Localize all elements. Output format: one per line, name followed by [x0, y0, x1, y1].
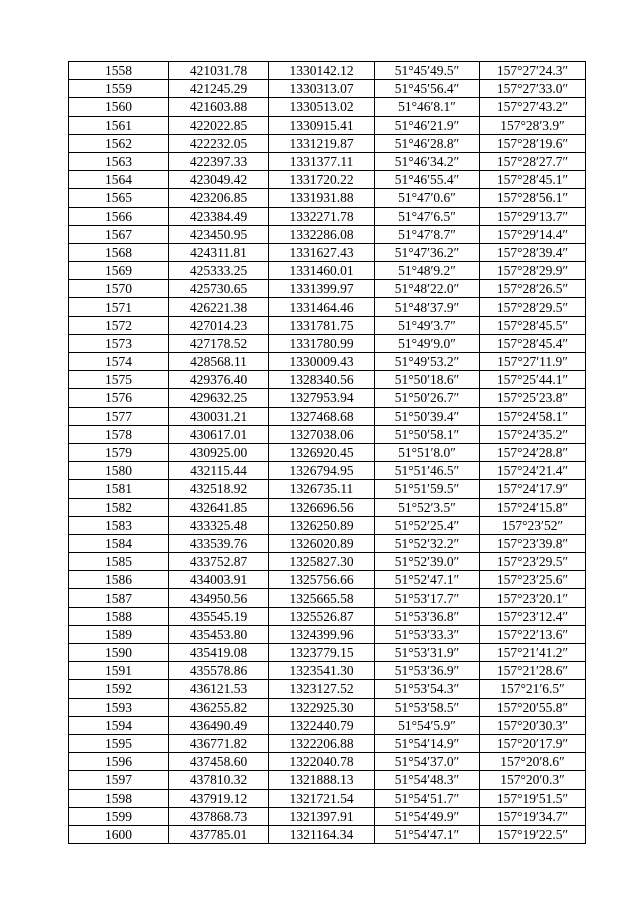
- y-coordinate-cell: 1326794.95: [269, 462, 375, 480]
- longitude-cell: 157°28′45.5″: [480, 316, 586, 334]
- table-row: [69, 152, 586, 170]
- table-row: [69, 825, 586, 843]
- point-number-cell: 1563: [69, 152, 169, 170]
- y-coordinate-cell: 1331780.99: [269, 334, 375, 352]
- longitude-cell: 157°28′39.4″: [480, 243, 586, 261]
- x-coordinate-cell: 427014.23: [169, 316, 269, 334]
- y-coordinate-cell: 1322440.79: [269, 716, 375, 734]
- table-row: [69, 607, 586, 625]
- latitude-cell: 51°54′51.7″: [375, 789, 480, 807]
- x-coordinate-cell: 437810.32: [169, 771, 269, 789]
- point-number-cell: 1592: [69, 680, 169, 698]
- point-number-cell: 1564: [69, 171, 169, 189]
- x-coordinate-cell: 430031.21: [169, 407, 269, 425]
- latitude-cell: 51°49′3.7″: [375, 316, 480, 334]
- y-coordinate-cell: 1332271.78: [269, 207, 375, 225]
- longitude-cell: 157°28′45.4″: [480, 334, 586, 352]
- longitude-cell: 157°25′44.1″: [480, 371, 586, 389]
- point-number-cell: 1577: [69, 407, 169, 425]
- table-row: [69, 134, 586, 152]
- table-row: [69, 625, 586, 643]
- point-number-cell: 1572: [69, 316, 169, 334]
- y-coordinate-cell: 1326735.11: [269, 480, 375, 498]
- latitude-cell: 51°48′9.2″: [375, 262, 480, 280]
- latitude-cell: 51°45′56.4″: [375, 80, 480, 98]
- x-coordinate-cell: 432641.85: [169, 498, 269, 516]
- table-row: [69, 262, 586, 280]
- table-row: [69, 498, 586, 516]
- longitude-cell: 157°20′55.8″: [480, 698, 586, 716]
- y-coordinate-cell: 1327038.06: [269, 425, 375, 443]
- latitude-cell: 51°54′5.9″: [375, 716, 480, 734]
- latitude-cell: 51°53′36.8″: [375, 607, 480, 625]
- longitude-cell: 157°19′34.7″: [480, 807, 586, 825]
- longitude-cell: 157°23′12.4″: [480, 607, 586, 625]
- longitude-cell: 157°23′20.1″: [480, 589, 586, 607]
- latitude-cell: 51°52′47.1″: [375, 571, 480, 589]
- x-coordinate-cell: 430925.00: [169, 443, 269, 461]
- latitude-cell: 51°47′6.5″: [375, 207, 480, 225]
- y-coordinate-cell: 1331399.97: [269, 280, 375, 298]
- x-coordinate-cell: 422397.33: [169, 152, 269, 170]
- point-number-cell: 1597: [69, 771, 169, 789]
- point-number-cell: 1570: [69, 280, 169, 298]
- table-row: [69, 807, 586, 825]
- point-number-cell: 1574: [69, 353, 169, 371]
- x-coordinate-cell: 425333.25: [169, 262, 269, 280]
- y-coordinate-cell: 1330142.12: [269, 62, 375, 80]
- x-coordinate-cell: 423049.42: [169, 171, 269, 189]
- longitude-cell: 157°28′29.5″: [480, 298, 586, 316]
- x-coordinate-cell: 432115.44: [169, 462, 269, 480]
- longitude-cell: 157°23′25.6″: [480, 571, 586, 589]
- x-coordinate-cell: 424311.81: [169, 243, 269, 261]
- y-coordinate-cell: 1330915.41: [269, 116, 375, 134]
- table-row: [69, 789, 586, 807]
- longitude-cell: 157°24′35.2″: [480, 425, 586, 443]
- longitude-cell: 157°24′28.8″: [480, 443, 586, 461]
- y-coordinate-cell: 1330313.07: [269, 80, 375, 98]
- longitude-cell: 157°24′17.9″: [480, 480, 586, 498]
- y-coordinate-cell: 1331460.01: [269, 262, 375, 280]
- longitude-cell: 157°19′22.5″: [480, 825, 586, 843]
- longitude-cell: 157°29′14.4″: [480, 225, 586, 243]
- longitude-cell: 157°20′8.6″: [480, 753, 586, 771]
- x-coordinate-cell: 421603.88: [169, 98, 269, 116]
- table-row: [69, 280, 586, 298]
- point-number-cell: 1569: [69, 262, 169, 280]
- longitude-cell: 157°23′29.5″: [480, 553, 586, 571]
- table-row: [69, 334, 586, 352]
- y-coordinate-cell: 1331931.88: [269, 189, 375, 207]
- y-coordinate-cell: 1327468.68: [269, 407, 375, 425]
- table-row: [69, 753, 586, 771]
- x-coordinate-cell: 421031.78: [169, 62, 269, 80]
- latitude-cell: 51°46′34.2″: [375, 152, 480, 170]
- x-coordinate-cell: 428568.11: [169, 353, 269, 371]
- x-coordinate-cell: 436121.53: [169, 680, 269, 698]
- y-coordinate-cell: 1326020.89: [269, 534, 375, 552]
- latitude-cell: 51°51′46.5″: [375, 462, 480, 480]
- latitude-cell: 51°50′18.6″: [375, 371, 480, 389]
- point-number-cell: 1562: [69, 134, 169, 152]
- latitude-cell: 51°54′37.0″: [375, 753, 480, 771]
- longitude-cell: 157°21′28.6″: [480, 662, 586, 680]
- longitude-cell: 157°20′30.3″: [480, 716, 586, 734]
- table-row: [69, 553, 586, 571]
- point-number-cell: 1575: [69, 371, 169, 389]
- latitude-cell: 51°50′26.7″: [375, 389, 480, 407]
- point-number-cell: 1580: [69, 462, 169, 480]
- point-number-cell: 1566: [69, 207, 169, 225]
- y-coordinate-cell: 1325756.66: [269, 571, 375, 589]
- point-number-cell: 1561: [69, 116, 169, 134]
- y-coordinate-cell: 1321721.54: [269, 789, 375, 807]
- y-coordinate-cell: 1331720.22: [269, 171, 375, 189]
- longitude-cell: 157°27′11.9″: [480, 353, 586, 371]
- x-coordinate-cell: 434003.91: [169, 571, 269, 589]
- point-number-cell: 1586: [69, 571, 169, 589]
- point-number-cell: 1600: [69, 825, 169, 843]
- point-number-cell: 1573: [69, 334, 169, 352]
- x-coordinate-cell: 436771.82: [169, 734, 269, 752]
- latitude-cell: 51°53′36.9″: [375, 662, 480, 680]
- table-row: [69, 316, 586, 334]
- latitude-cell: 51°54′47.1″: [375, 825, 480, 843]
- longitude-cell: 157°21′41.2″: [480, 644, 586, 662]
- point-number-cell: 1567: [69, 225, 169, 243]
- table-row: [69, 353, 586, 371]
- longitude-cell: 157°28′27.7″: [480, 152, 586, 170]
- y-coordinate-cell: 1322925.30: [269, 698, 375, 716]
- table-row: [69, 116, 586, 134]
- latitude-cell: 51°52′39.0″: [375, 553, 480, 571]
- table-row: [69, 644, 586, 662]
- longitude-cell: 157°27′24.3″: [480, 62, 586, 80]
- x-coordinate-cell: 433752.87: [169, 553, 269, 571]
- y-coordinate-cell: 1331464.46: [269, 298, 375, 316]
- coordinates-table: [68, 61, 586, 844]
- y-coordinate-cell: 1332286.08: [269, 225, 375, 243]
- latitude-cell: 51°51′59.5″: [375, 480, 480, 498]
- y-coordinate-cell: 1331377.11: [269, 152, 375, 170]
- y-coordinate-cell: 1326250.89: [269, 516, 375, 534]
- point-number-cell: 1568: [69, 243, 169, 261]
- point-number-cell: 1590: [69, 644, 169, 662]
- longitude-cell: 157°28′3.9″: [480, 116, 586, 134]
- y-coordinate-cell: 1321164.34: [269, 825, 375, 843]
- x-coordinate-cell: 429632.25: [169, 389, 269, 407]
- x-coordinate-cell: 427178.52: [169, 334, 269, 352]
- x-coordinate-cell: 437868.73: [169, 807, 269, 825]
- longitude-cell: 157°28′45.1″: [480, 171, 586, 189]
- x-coordinate-cell: 422232.05: [169, 134, 269, 152]
- point-number-cell: 1560: [69, 98, 169, 116]
- y-coordinate-cell: 1331219.87: [269, 134, 375, 152]
- longitude-cell: 157°24′21.4″: [480, 462, 586, 480]
- latitude-cell: 51°50′58.1″: [375, 425, 480, 443]
- latitude-cell: 51°53′58.5″: [375, 698, 480, 716]
- latitude-cell: 51°47′0.6″: [375, 189, 480, 207]
- table-row: [69, 171, 586, 189]
- point-number-cell: 1589: [69, 625, 169, 643]
- longitude-cell: 157°23′39.8″: [480, 534, 586, 552]
- table-row: [69, 589, 586, 607]
- table-row: [69, 716, 586, 734]
- longitude-cell: 157°24′15.8″: [480, 498, 586, 516]
- table-row: [69, 698, 586, 716]
- x-coordinate-cell: 437785.01: [169, 825, 269, 843]
- x-coordinate-cell: 425730.65: [169, 280, 269, 298]
- longitude-cell: 157°24′58.1″: [480, 407, 586, 425]
- x-coordinate-cell: 433539.76: [169, 534, 269, 552]
- point-number-cell: 1584: [69, 534, 169, 552]
- y-coordinate-cell: 1325827.30: [269, 553, 375, 571]
- longitude-cell: 157°28′19.6″: [480, 134, 586, 152]
- point-number-cell: 1582: [69, 498, 169, 516]
- y-coordinate-cell: 1322040.78: [269, 753, 375, 771]
- latitude-cell: 51°52′3.5″: [375, 498, 480, 516]
- coordinates-table-container: [68, 61, 586, 844]
- x-coordinate-cell: 437458.60: [169, 753, 269, 771]
- longitude-cell: 157°25′23.8″: [480, 389, 586, 407]
- y-coordinate-cell: 1330009.43: [269, 353, 375, 371]
- latitude-cell: 51°53′54.3″: [375, 680, 480, 698]
- y-coordinate-cell: 1325665.58: [269, 589, 375, 607]
- table-row: [69, 225, 586, 243]
- latitude-cell: 51°49′53.2″: [375, 353, 480, 371]
- table-row: [69, 462, 586, 480]
- table-row: [69, 189, 586, 207]
- y-coordinate-cell: 1322206.88: [269, 734, 375, 752]
- table-row: [69, 80, 586, 98]
- table-row: [69, 480, 586, 498]
- table-row: [69, 407, 586, 425]
- x-coordinate-cell: 430617.01: [169, 425, 269, 443]
- table-row: [69, 62, 586, 80]
- point-number-cell: 1585: [69, 553, 169, 571]
- y-coordinate-cell: 1331627.43: [269, 243, 375, 261]
- longitude-cell: 157°20′17.9″: [480, 734, 586, 752]
- y-coordinate-cell: 1330513.02: [269, 98, 375, 116]
- y-coordinate-cell: 1323541.30: [269, 662, 375, 680]
- x-coordinate-cell: 423206.85: [169, 189, 269, 207]
- point-number-cell: 1587: [69, 589, 169, 607]
- table-row: [69, 243, 586, 261]
- x-coordinate-cell: 433325.48: [169, 516, 269, 534]
- point-number-cell: 1559: [69, 80, 169, 98]
- latitude-cell: 51°50′39.4″: [375, 407, 480, 425]
- y-coordinate-cell: 1328340.56: [269, 371, 375, 389]
- table-row: [69, 734, 586, 752]
- latitude-cell: 51°46′55.4″: [375, 171, 480, 189]
- longitude-cell: 157°29′13.7″: [480, 207, 586, 225]
- table-row: [69, 516, 586, 534]
- longitude-cell: 157°27′43.2″: [480, 98, 586, 116]
- latitude-cell: 51°47′36.2″: [375, 243, 480, 261]
- x-coordinate-cell: 429376.40: [169, 371, 269, 389]
- y-coordinate-cell: 1327953.94: [269, 389, 375, 407]
- latitude-cell: 51°46′21.9″: [375, 116, 480, 134]
- latitude-cell: 51°48′37.9″: [375, 298, 480, 316]
- point-number-cell: 1591: [69, 662, 169, 680]
- y-coordinate-cell: 1323127.52: [269, 680, 375, 698]
- x-coordinate-cell: 423384.49: [169, 207, 269, 225]
- point-number-cell: 1581: [69, 480, 169, 498]
- latitude-cell: 51°54′48.3″: [375, 771, 480, 789]
- point-number-cell: 1571: [69, 298, 169, 316]
- latitude-cell: 51°51′8.0″: [375, 443, 480, 461]
- longitude-cell: 157°21′6.5″: [480, 680, 586, 698]
- point-number-cell: 1588: [69, 607, 169, 625]
- x-coordinate-cell: 426221.38: [169, 298, 269, 316]
- x-coordinate-cell: 423450.95: [169, 225, 269, 243]
- y-coordinate-cell: 1326696.56: [269, 498, 375, 516]
- point-number-cell: 1594: [69, 716, 169, 734]
- latitude-cell: 51°53′17.7″: [375, 589, 480, 607]
- table-row: [69, 443, 586, 461]
- point-number-cell: 1593: [69, 698, 169, 716]
- y-coordinate-cell: 1325526.87: [269, 607, 375, 625]
- table-row: [69, 680, 586, 698]
- table-row: [69, 534, 586, 552]
- y-coordinate-cell: 1321888.13: [269, 771, 375, 789]
- longitude-cell: 157°28′29.9″: [480, 262, 586, 280]
- x-coordinate-cell: 435545.19: [169, 607, 269, 625]
- longitude-cell: 157°28′56.1″: [480, 189, 586, 207]
- table-row: [69, 389, 586, 407]
- latitude-cell: 51°46′8.1″: [375, 98, 480, 116]
- x-coordinate-cell: 434950.56: [169, 589, 269, 607]
- x-coordinate-cell: 437919.12: [169, 789, 269, 807]
- latitude-cell: 51°47′8.7″: [375, 225, 480, 243]
- latitude-cell: 51°53′31.9″: [375, 644, 480, 662]
- latitude-cell: 51°52′32.2″: [375, 534, 480, 552]
- latitude-cell: 51°49′9.0″: [375, 334, 480, 352]
- latitude-cell: 51°54′14.9″: [375, 734, 480, 752]
- x-coordinate-cell: 435453.80: [169, 625, 269, 643]
- point-number-cell: 1576: [69, 389, 169, 407]
- y-coordinate-cell: 1326920.45: [269, 443, 375, 461]
- coordinates-table-body: [69, 62, 586, 844]
- longitude-cell: 157°20′0.3″: [480, 771, 586, 789]
- point-number-cell: 1579: [69, 443, 169, 461]
- point-number-cell: 1599: [69, 807, 169, 825]
- longitude-cell: 157°27′33.0″: [480, 80, 586, 98]
- point-number-cell: 1596: [69, 753, 169, 771]
- x-coordinate-cell: 435578.86: [169, 662, 269, 680]
- y-coordinate-cell: 1323779.15: [269, 644, 375, 662]
- x-coordinate-cell: 432518.92: [169, 480, 269, 498]
- x-coordinate-cell: 436490.49: [169, 716, 269, 734]
- latitude-cell: 51°52′25.4″: [375, 516, 480, 534]
- table-row: [69, 371, 586, 389]
- longitude-cell: 157°23′52″: [480, 516, 586, 534]
- longitude-cell: 157°22′13.6″: [480, 625, 586, 643]
- table-row: [69, 571, 586, 589]
- y-coordinate-cell: 1324399.96: [269, 625, 375, 643]
- x-coordinate-cell: 436255.82: [169, 698, 269, 716]
- table-row: [69, 771, 586, 789]
- table-row: [69, 298, 586, 316]
- x-coordinate-cell: 435419.08: [169, 644, 269, 662]
- point-number-cell: 1598: [69, 789, 169, 807]
- table-row: [69, 207, 586, 225]
- point-number-cell: 1565: [69, 189, 169, 207]
- point-number-cell: 1583: [69, 516, 169, 534]
- x-coordinate-cell: 421245.29: [169, 80, 269, 98]
- point-number-cell: 1578: [69, 425, 169, 443]
- latitude-cell: 51°45′49.5″: [375, 62, 480, 80]
- latitude-cell: 51°54′49.9″: [375, 807, 480, 825]
- table-row: [69, 425, 586, 443]
- longitude-cell: 157°28′26.5″: [480, 280, 586, 298]
- y-coordinate-cell: 1321397.91: [269, 807, 375, 825]
- table-row: [69, 98, 586, 116]
- latitude-cell: 51°53′33.3″: [375, 625, 480, 643]
- y-coordinate-cell: 1331781.75: [269, 316, 375, 334]
- table-row: [69, 662, 586, 680]
- latitude-cell: 51°46′28.8″: [375, 134, 480, 152]
- point-number-cell: 1595: [69, 734, 169, 752]
- latitude-cell: 51°48′22.0″: [375, 280, 480, 298]
- x-coordinate-cell: 422022.85: [169, 116, 269, 134]
- longitude-cell: 157°19′51.5″: [480, 789, 586, 807]
- point-number-cell: 1558: [69, 62, 169, 80]
